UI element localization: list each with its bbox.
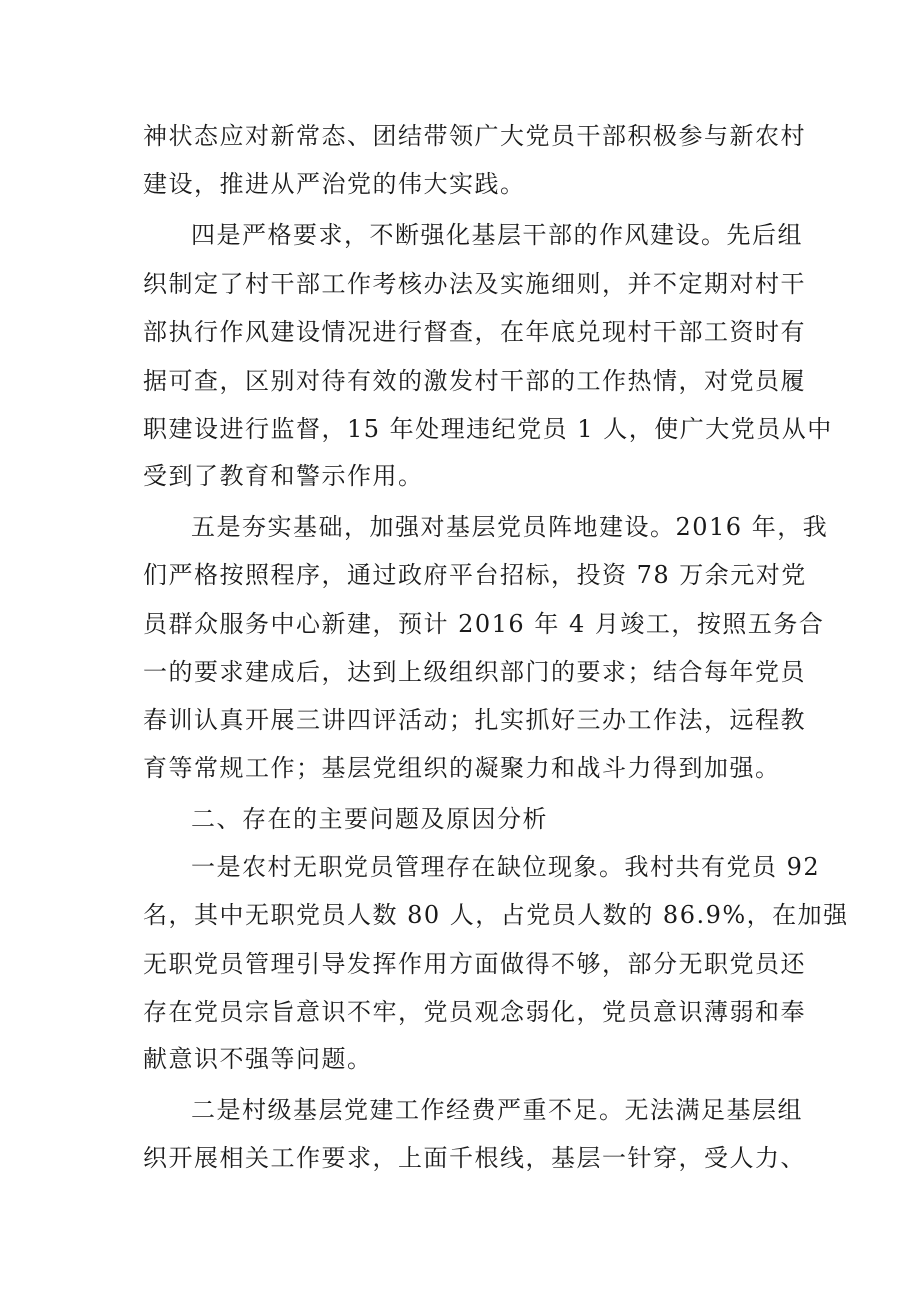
text-line: 存在党员宗旨意识不牢，党员观念弱化，党员意识薄弱和奉 [143,998,806,1026]
text-line: 名，其中无职党员人数 80 人，占党员人数的 86.9%，在加强 [143,901,849,929]
paragraph-first-line: 四是严格要求，不断强化基层干部的作风建设。先后组 [191,221,803,249]
text-line: 职建设进行监督，15 年处理违纪党员 1 人，使广大党员从中 [143,415,833,443]
text-line: 育等常规工作；基层党组织的凝聚力和战斗力得到加强。 [143,754,781,782]
text-line: 部执行作风建设情况进行督查，在年底兑现村干部工资时有 [143,318,806,346]
text-line: 献意识不强等问题。 [143,1045,373,1073]
paragraph-first-line: 一是农村无职党员管理存在缺位现象。我村共有党员 92 [191,853,821,881]
paragraph-first-line: 五是夯实基础，加强对基层党员阵地建设。2016 年，我 [191,513,829,541]
text-line: 一的要求建成后，达到上级组织部门的要求；结合每年党员 [143,658,806,686]
section-heading: 二、存在的主要问题及原因分析 [191,805,548,833]
text-line: 春训认真开展三讲四评活动；扎实抓好三办工作法，远程教 [143,706,806,734]
text-line: 神状态应对新常态、团结带领广大党员干部积极参与新农村 [143,122,806,150]
text-line: 无职党员管理引导发挥作用方面做得不够，部分无职党员还 [143,950,806,978]
text-line: 员群众服务中心新建，预计 2016 年 4 月竣工，按照五务合 [143,610,825,638]
text-line: 织开展相关工作要求，上面千根线，基层一针穿，受人力、 [143,1144,806,1172]
text-line: 们严格按照程序，通过政府平台招标，投资 78 万余元对党 [143,561,807,589]
text-line: 织制定了村干部工作考核办法及实施细则，并不定期对村干 [143,270,806,298]
text-line: 建设，推进从严治党的伟大实践。 [143,170,526,198]
text-line: 受到了教育和警示作用。 [143,462,424,490]
text-line: 据可查，区别对待有效的激发村干部的工作热情，对党员履 [143,367,806,395]
paragraph-first-line: 二是村级基层党建工作经费严重不足。无法满足基层组 [191,1096,803,1124]
